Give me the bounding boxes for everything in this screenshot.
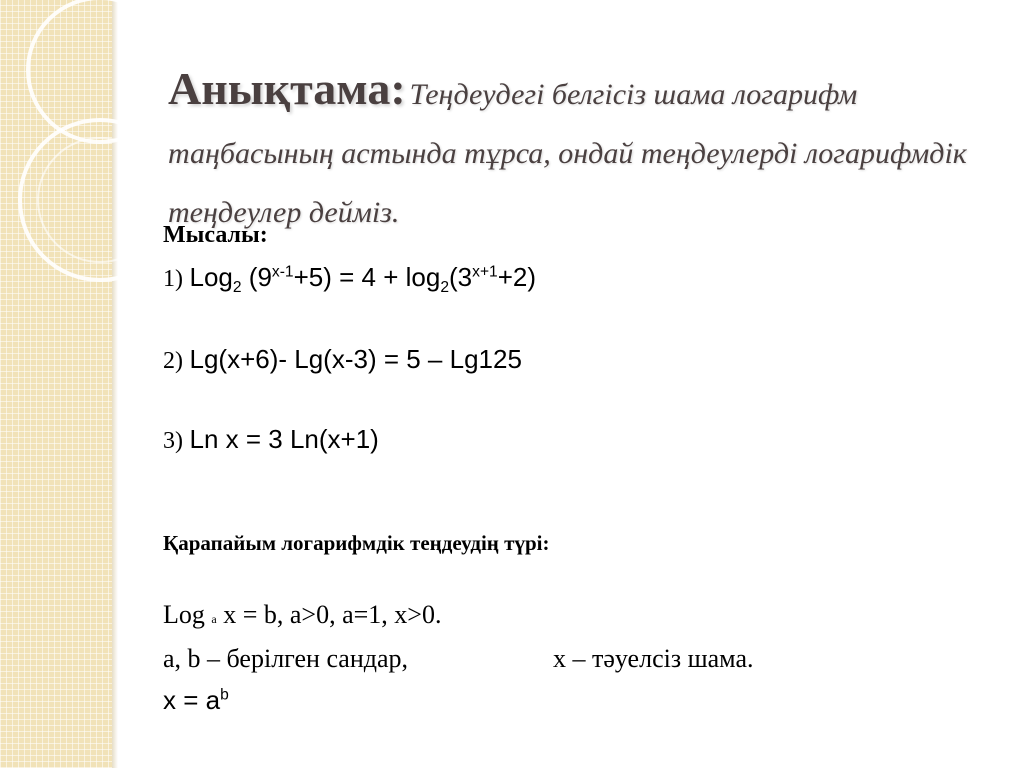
example-2-equation: Lg(x+6)- Lg(x-3) = 5 – Lg125 (189, 344, 522, 374)
examples-heading: Мысалы: (163, 222, 268, 248)
given-line-right: x – тәуелсіз шама. (553, 644, 754, 673)
example-2 (163, 344, 522, 375)
example-2-number: 2) (163, 348, 183, 374)
result-formula: $x = a^b$ (163, 685, 229, 715)
example-3-equation: Ln x = 3 Ln(x+1) (189, 424, 379, 454)
slide-title (168, 62, 968, 245)
example-1 (163, 262, 537, 297)
decorative-rings (0, 0, 180, 300)
given-line-left: a, b – берілген сандар, (163, 644, 409, 673)
example-3 (163, 424, 379, 455)
simple-form-heading: Қарапайым логарифмдік теңдеудің түрі: (163, 531, 550, 555)
title-term: Анықтама: (168, 63, 406, 114)
example-1-number: 1) (163, 266, 183, 292)
title-definition: Теңдеудегі белгісіз шама логарифм таңбасының астында тұрса, ондай теңдеулерді логарифмдік теңдеулер дейміз. (168, 78, 967, 229)
general-formula: Log a x = b, a>0, a=1, x>0. (163, 600, 442, 629)
example-3-number: 3) (163, 428, 183, 454)
example-1-equation: Log$_2$ $(9^{x-1}+5) = 4 + \log_2(3^{x+1}+2)$ (189, 262, 537, 297)
